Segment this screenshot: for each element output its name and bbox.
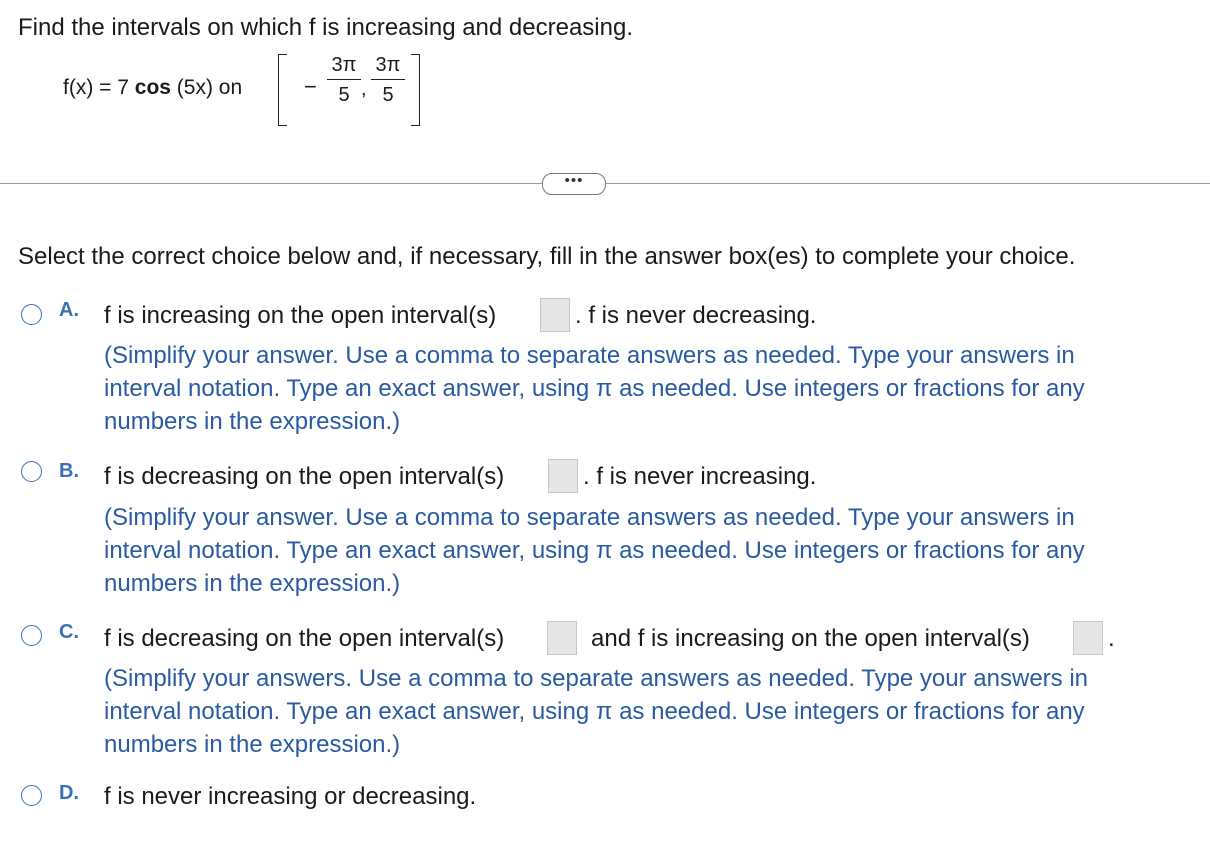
choice-a-answer-box[interactable] bbox=[540, 298, 570, 332]
choice-c-decreasing-answer-box[interactable] bbox=[547, 621, 577, 655]
lower-fraction-numerator: 3π bbox=[331, 54, 357, 76]
choice-a-text: f is increasing on the open interval(s) bbox=[104, 302, 497, 329]
function-expression bbox=[63, 76, 242, 100]
choice-c-letter: C. bbox=[59, 621, 79, 643]
upper-fraction-bar bbox=[371, 79, 405, 80]
choice-b-letter: B. bbox=[59, 460, 79, 482]
choice-b-text: f is decreasing on the open interval(s) bbox=[104, 463, 505, 490]
choice-a-hint-line: (Simplify your answer. Use a comma to separate answers as needed. Type your answers in bbox=[104, 342, 1075, 369]
more-options-button[interactable]: ••• bbox=[542, 173, 606, 195]
instruction-text: Select the correct choice below and, if necessary, fill in the answer box(es) to complete your choice. bbox=[18, 243, 1076, 270]
choice-b-answer-box[interactable] bbox=[548, 459, 578, 493]
choice-d-text: f is never increasing or decreasing. bbox=[104, 783, 477, 810]
choice-d-letter: D. bbox=[59, 782, 79, 804]
choice-b-hint-line: (Simplify your answer. Use a comma to separate answers as needed. Type your answers in bbox=[104, 504, 1075, 531]
choice-b-radio[interactable] bbox=[21, 461, 42, 482]
choice-c-text-end: . bbox=[1108, 625, 1115, 652]
choice-a-radio[interactable] bbox=[21, 304, 42, 325]
interval-right-bracket bbox=[411, 54, 420, 126]
choice-c-hint bbox=[104, 662, 1088, 761]
lower-fraction-bar bbox=[327, 79, 361, 80]
interval-comma: , bbox=[361, 78, 367, 100]
choice-c-hint-line: numbers in the expression.) bbox=[104, 731, 401, 758]
choice-a-hint-line: interval notation. Type an exact answer, using π as needed. Use integers or fractions for any bbox=[104, 375, 1085, 402]
function-prefix: f(x) = 7 bbox=[63, 76, 135, 99]
choice-b-hint-line: numbers in the expression.) bbox=[104, 570, 401, 597]
choice-a-letter: A. bbox=[59, 299, 79, 321]
choice-a-hint-line: numbers in the expression.) bbox=[104, 408, 401, 435]
interval-upper-fraction bbox=[371, 52, 405, 108]
function-suffix: (5x) on bbox=[170, 76, 243, 99]
choice-c-radio[interactable] bbox=[21, 625, 42, 646]
upper-fraction-denominator: 5 bbox=[382, 84, 394, 106]
choice-c-hint-line: (Simplify your answers. Use a comma to separate answers as needed. Type your answers in bbox=[104, 665, 1088, 692]
choice-c-text: f is decreasing on the open interval(s) bbox=[104, 625, 505, 652]
choice-b-text-end: . f is never increasing. bbox=[583, 463, 817, 490]
lower-fraction-denominator: 5 bbox=[338, 84, 350, 106]
interval-lower-fraction bbox=[327, 52, 361, 108]
choice-c-increasing-answer-box[interactable] bbox=[1073, 621, 1103, 655]
interval-minus-sign: − bbox=[304, 74, 317, 99]
choice-c-hint-line: interval notation. Type an exact answer, using π as needed. Use integers or fractions for any bbox=[104, 698, 1085, 725]
choice-d-radio[interactable] bbox=[21, 785, 42, 806]
interval-left-bracket bbox=[278, 54, 287, 126]
choice-c-text-middle: and f is increasing on the open interval(s) bbox=[591, 625, 1030, 652]
question-text: Find the intervals on which f is increasing and decreasing. bbox=[18, 14, 633, 41]
choice-b-hint-line: interval notation. Type an exact answer, using π as needed. Use integers or fractions for any bbox=[104, 537, 1085, 564]
choice-a-hint bbox=[104, 339, 1085, 438]
upper-fraction-numerator: 3π bbox=[375, 54, 401, 76]
function-cos: cos bbox=[134, 76, 171, 99]
choice-a-text-end: . f is never decreasing. bbox=[575, 302, 817, 329]
choice-b-hint bbox=[104, 501, 1085, 600]
